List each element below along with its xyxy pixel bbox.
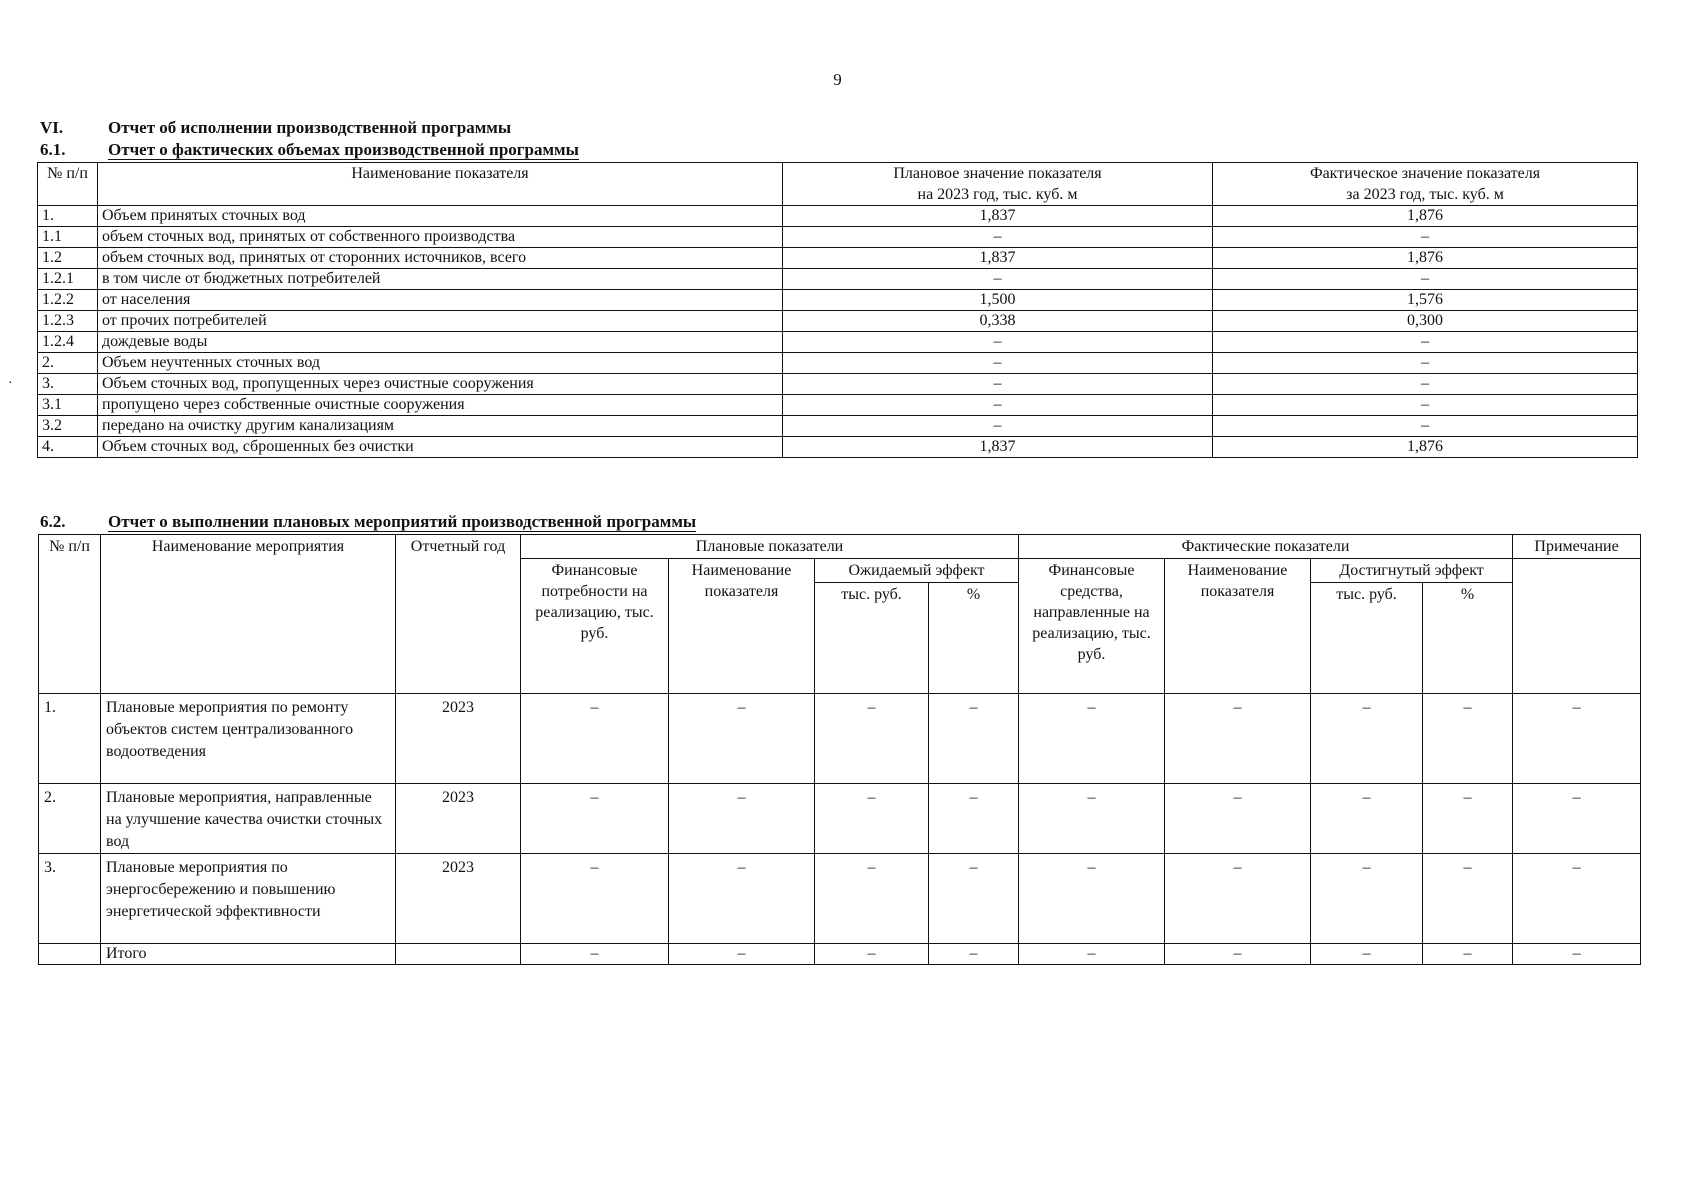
row-year: 2023: [396, 694, 521, 784]
row-name: дождевые воды: [98, 332, 783, 353]
header-plan-financing: Финансовые потребности на реализацию, тыс. руб.: [521, 559, 669, 694]
planned-measures-table: [38, 534, 1641, 965]
header-actual-indicators: Фактические показатели: [1019, 535, 1513, 559]
row-name: Плановые мероприятия по энергосбережению и повышению энергетической эффективности: [101, 854, 396, 944]
row-num: 1.2.1: [38, 269, 98, 290]
subsection-heading-6-2: [40, 512, 696, 532]
table-header-row: [38, 163, 1638, 206]
row-cell: –: [815, 854, 929, 944]
row-cell: –: [1019, 784, 1165, 854]
row-cell: –: [669, 784, 815, 854]
table-row: [38, 332, 1638, 353]
table-row: [39, 854, 1641, 944]
scan-speck: ·: [8, 376, 13, 391]
row-name: объем сточных вод, принятых от сторонних источников, всего: [98, 248, 783, 269]
header-fact-financing: Финансовые средства, направленные на реализацию, тыс. руб.: [1019, 559, 1165, 694]
table-row: [38, 227, 1638, 248]
row-plan: 1,837: [783, 437, 1213, 458]
total-row: [39, 944, 1641, 965]
row-plan: –: [783, 227, 1213, 248]
row-cell: –: [1423, 854, 1513, 944]
row-cell: –: [1165, 854, 1311, 944]
subsection-heading-6-1: [40, 140, 579, 160]
table-row: [38, 353, 1638, 374]
row-cell: –: [521, 854, 669, 944]
row-cell: –: [1513, 694, 1641, 784]
subsection-title: Отчет о фактических объемах производственной программы: [108, 140, 579, 159]
row-cell: –: [1311, 694, 1423, 784]
row-plan: –: [783, 395, 1213, 416]
row-cell: –: [1019, 854, 1165, 944]
row-cell: –: [1311, 854, 1423, 944]
header-plan-indicator: Наименование показателя: [669, 559, 815, 694]
table-row: [38, 269, 1638, 290]
row-name: объем сточных вод, принятых от собственного производства: [98, 227, 783, 248]
row-plan: –: [783, 353, 1213, 374]
row-cell: –: [521, 784, 669, 854]
row-year: 2023: [396, 784, 521, 854]
section-title: Отчет об исполнении производственной программы: [108, 118, 512, 137]
row-num: 3.1: [38, 395, 98, 416]
header-num: № п/п: [38, 163, 98, 206]
table-row: [38, 437, 1638, 458]
header-expected-pct: %: [929, 583, 1019, 694]
row-name: в том числе от бюджетных потребителей: [98, 269, 783, 290]
row-num: 1.1: [38, 227, 98, 248]
total-cell: –: [1513, 944, 1641, 965]
row-plan: –: [783, 416, 1213, 437]
total-cell: –: [929, 944, 1019, 965]
header-note: Примечание: [1513, 535, 1641, 559]
header-report-year: Отчетный год: [396, 535, 521, 694]
header-planned-indicators: Плановые показатели: [521, 535, 1019, 559]
row-fact: –: [1213, 332, 1638, 353]
row-cell: –: [669, 854, 815, 944]
total-cell: –: [669, 944, 815, 965]
header-fact-value: [1213, 163, 1638, 206]
row-num: 2.: [39, 784, 101, 854]
header-num: № п/п: [39, 535, 101, 694]
row-num: 1.2.2: [38, 290, 98, 311]
row-plan: 0,338: [783, 311, 1213, 332]
total-cell: –: [521, 944, 669, 965]
row-cell: –: [929, 854, 1019, 944]
row-num: 4.: [38, 437, 98, 458]
row-name: Плановые мероприятия по ремонту объектов систем централизованного водоотведения: [101, 694, 396, 784]
row-num: 3.: [38, 374, 98, 395]
header-expected-effect: Ожидаемый эффект: [815, 559, 1019, 583]
header-fact-line1: Фактическое значение показателя: [1309, 165, 1541, 182]
row-cell: –: [929, 784, 1019, 854]
row-name: Объем сточных вод, сброшенных без очистки: [98, 437, 783, 458]
table-row: [38, 395, 1638, 416]
row-cell: –: [1513, 784, 1641, 854]
row-plan: –: [783, 269, 1213, 290]
table-row: [38, 416, 1638, 437]
total-cell: –: [815, 944, 929, 965]
row-fact: –: [1213, 416, 1638, 437]
row-fact: –: [1213, 353, 1638, 374]
header-fact-line2: за 2023 год, тыс. куб. м: [1346, 186, 1504, 203]
total-cell: –: [1019, 944, 1165, 965]
header-indicator-name: Наименование показателя: [98, 163, 783, 206]
total-cell: –: [1423, 944, 1513, 965]
row-cell: –: [1165, 694, 1311, 784]
header-plan-line2: на 2023 год, тыс. куб. м: [917, 186, 1078, 203]
row-fact: –: [1213, 269, 1638, 290]
row-cell: –: [1423, 694, 1513, 784]
subsection-number: 6.2.: [40, 512, 66, 531]
row-num: 2.: [38, 353, 98, 374]
table-row: [38, 206, 1638, 227]
row-name: передано на очистку другим канализациям: [98, 416, 783, 437]
table-row: [39, 784, 1641, 854]
header-achieved-pct: %: [1423, 583, 1513, 694]
row-name: от населения: [98, 290, 783, 311]
row-cell: –: [669, 694, 815, 784]
total-num: [39, 944, 101, 965]
row-name: Плановые мероприятия, направленные на улучшение качества очистки сточных вод: [101, 784, 396, 854]
table-row: [38, 311, 1638, 332]
row-name: Объем принятых сточных вод: [98, 206, 783, 227]
table-row: [38, 290, 1638, 311]
total-year: [396, 944, 521, 965]
row-plan: 1,837: [783, 206, 1213, 227]
row-fact: 1,576: [1213, 290, 1638, 311]
header-expected-rub: тыс. руб.: [815, 583, 929, 694]
row-cell: –: [1311, 784, 1423, 854]
row-plan: –: [783, 332, 1213, 353]
section-heading: [40, 118, 511, 138]
header-achieved-effect: Достигнутый эффект: [1311, 559, 1513, 583]
production-volumes-table: [37, 162, 1638, 458]
row-num: 3.2: [38, 416, 98, 437]
row-name: от прочих потребителей: [98, 311, 783, 332]
row-fact: 0,300: [1213, 311, 1638, 332]
row-fact: 1,876: [1213, 437, 1638, 458]
row-fact: 1,876: [1213, 248, 1638, 269]
page-number: 9: [833, 70, 842, 89]
table-row: [39, 694, 1641, 784]
total-cell: –: [1311, 944, 1423, 965]
total-cell: –: [1165, 944, 1311, 965]
row-name: Объем сточных вод, пропущенных через очистные сооружения: [98, 374, 783, 395]
header-plan-value: [783, 163, 1213, 206]
row-cell: –: [1513, 854, 1641, 944]
row-name: пропущено через собственные очистные сооружения: [98, 395, 783, 416]
row-year: 2023: [396, 854, 521, 944]
row-num: 3.: [39, 854, 101, 944]
table-header-row: [39, 535, 1641, 559]
subsection-number: 6.1.: [40, 140, 66, 159]
table-row: [38, 374, 1638, 395]
row-plan: –: [783, 374, 1213, 395]
header-achieved-rub: тыс. руб.: [1311, 583, 1423, 694]
row-num: 1.: [38, 206, 98, 227]
row-num: 1.2.4: [38, 332, 98, 353]
header-measure-name: Наименование мероприятия: [101, 535, 396, 694]
row-plan: 1,500: [783, 290, 1213, 311]
row-fact: –: [1213, 374, 1638, 395]
table-row: [38, 248, 1638, 269]
row-cell: –: [815, 694, 929, 784]
total-label: Итого: [101, 944, 396, 965]
header-note-blank: [1513, 559, 1641, 694]
section-number: VI.: [40, 118, 64, 137]
header-plan-line1: Плановое значение показателя: [893, 165, 1102, 182]
header-fact-indicator: Наименование показателя: [1165, 559, 1311, 694]
row-cell: –: [1423, 784, 1513, 854]
row-num: 1.: [39, 694, 101, 784]
row-name: Объем неучтенных сточных вод: [98, 353, 783, 374]
row-cell: –: [1019, 694, 1165, 784]
row-fact: –: [1213, 395, 1638, 416]
subsection-title: Отчет о выполнении плановых мероприятий производственной программы: [108, 512, 697, 531]
row-num: 1.2.3: [38, 311, 98, 332]
row-cell: –: [521, 694, 669, 784]
row-cell: –: [929, 694, 1019, 784]
row-num: 1.2: [38, 248, 98, 269]
row-fact: –: [1213, 227, 1638, 248]
row-fact: 1,876: [1213, 206, 1638, 227]
row-plan: 1,837: [783, 248, 1213, 269]
row-cell: –: [815, 784, 929, 854]
row-cell: –: [1165, 784, 1311, 854]
